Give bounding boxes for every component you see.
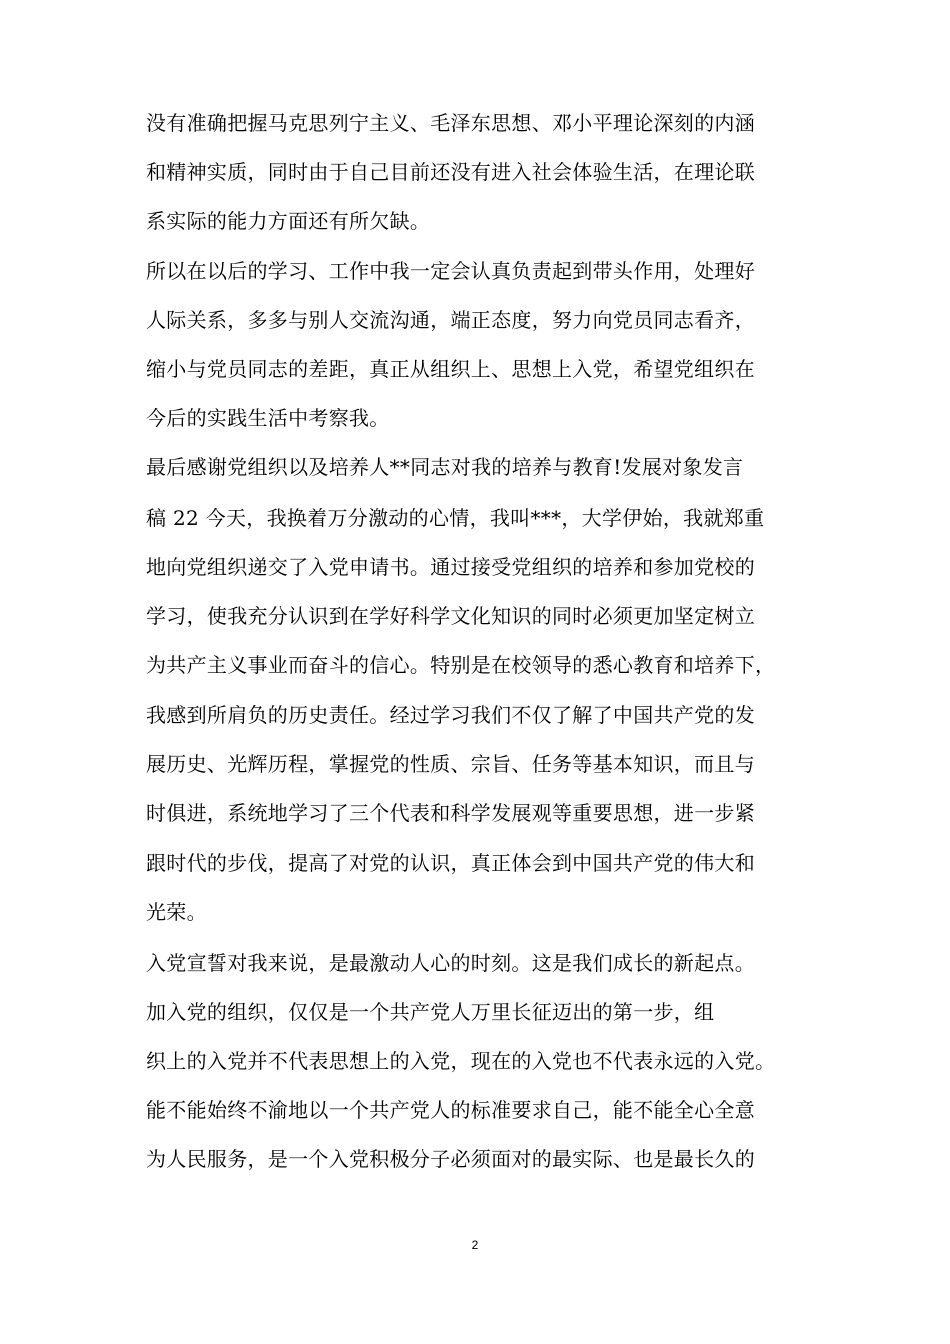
text-line: 最后感谢党组织以及培养人**同志对我的培养与教育!发展对象发言	[146, 455, 744, 479]
text-line: 能不能始终不渝地以一个共产党人的标准要求自己，能不能全心全意	[146, 1098, 755, 1122]
text-line: 我感到所肩负的历史责任。经过学习我们不仅了解了中国共产党的发	[146, 703, 755, 727]
text-line: 加入党的组织，仅仅是一个共产党人万里长征迈出的第一步，组	[146, 1000, 715, 1024]
text-line: 跟时代的步伐，提高了对党的认识，真正体会到中国共产党的伟大和	[146, 851, 755, 875]
text-line: 今后的实践生活中考察我。	[146, 406, 390, 430]
text-line: 织上的入党并不代表思想上的入党，现在的入党也不代表永远的入党。	[146, 1049, 776, 1073]
text-line: 光荣。	[146, 900, 207, 924]
text-line: 缩小与党员同志的差距，真正从组织上、思想上入党，希望党组织在	[146, 357, 755, 381]
text-line: 系实际的能力方面还有所欠缺。	[146, 209, 431, 233]
text-line: 没有准确把握马克思列宁主义、毛泽东思想、邓小平理论深刻的内涵	[146, 111, 755, 135]
text-line: 为人民服务，是一个入党积极分子必须面对的最实际、也是最长久的	[146, 1147, 755, 1171]
text-line: 和精神实质，同时由于自己目前还没有进入社会体验生活，在理论联	[146, 160, 755, 184]
text-line: 时俱进，系统地学习了三个代表和科学发展观等重要思想，进一步紧	[146, 801, 755, 825]
text-line: 为共产主义事业而奋斗的信心。特别是在校领导的悉心教育和培养下，	[146, 653, 776, 677]
text-line: 学习，使我充分认识到在学好科学文化知识的同时必须更加坚定树立	[146, 604, 755, 628]
text-line: 所以在以后的学习、工作中我一定会认真负责起到带头作用，处理好	[146, 259, 755, 283]
page-number: 2	[471, 1238, 479, 1252]
text-line: 人际关系，多多与别人交流沟通，端正态度，努力向党员同志看齐，	[146, 308, 755, 332]
text-line: 入党宣誓对我来说，是最激动人心的时刻。这是我们成长的新起点。	[146, 951, 755, 975]
text-line: 稿 22 今天，我换着万分激动的心情，我叫***，大学伊始，我就郑重	[146, 506, 765, 530]
text-line: 地向党组织递交了入党申请书。通过接受党组织的培养和参加党校的	[146, 555, 755, 579]
text-line: 展历史、光辉历程，掌握党的性质、宗旨、任务等基本知识，而且与	[146, 752, 755, 776]
